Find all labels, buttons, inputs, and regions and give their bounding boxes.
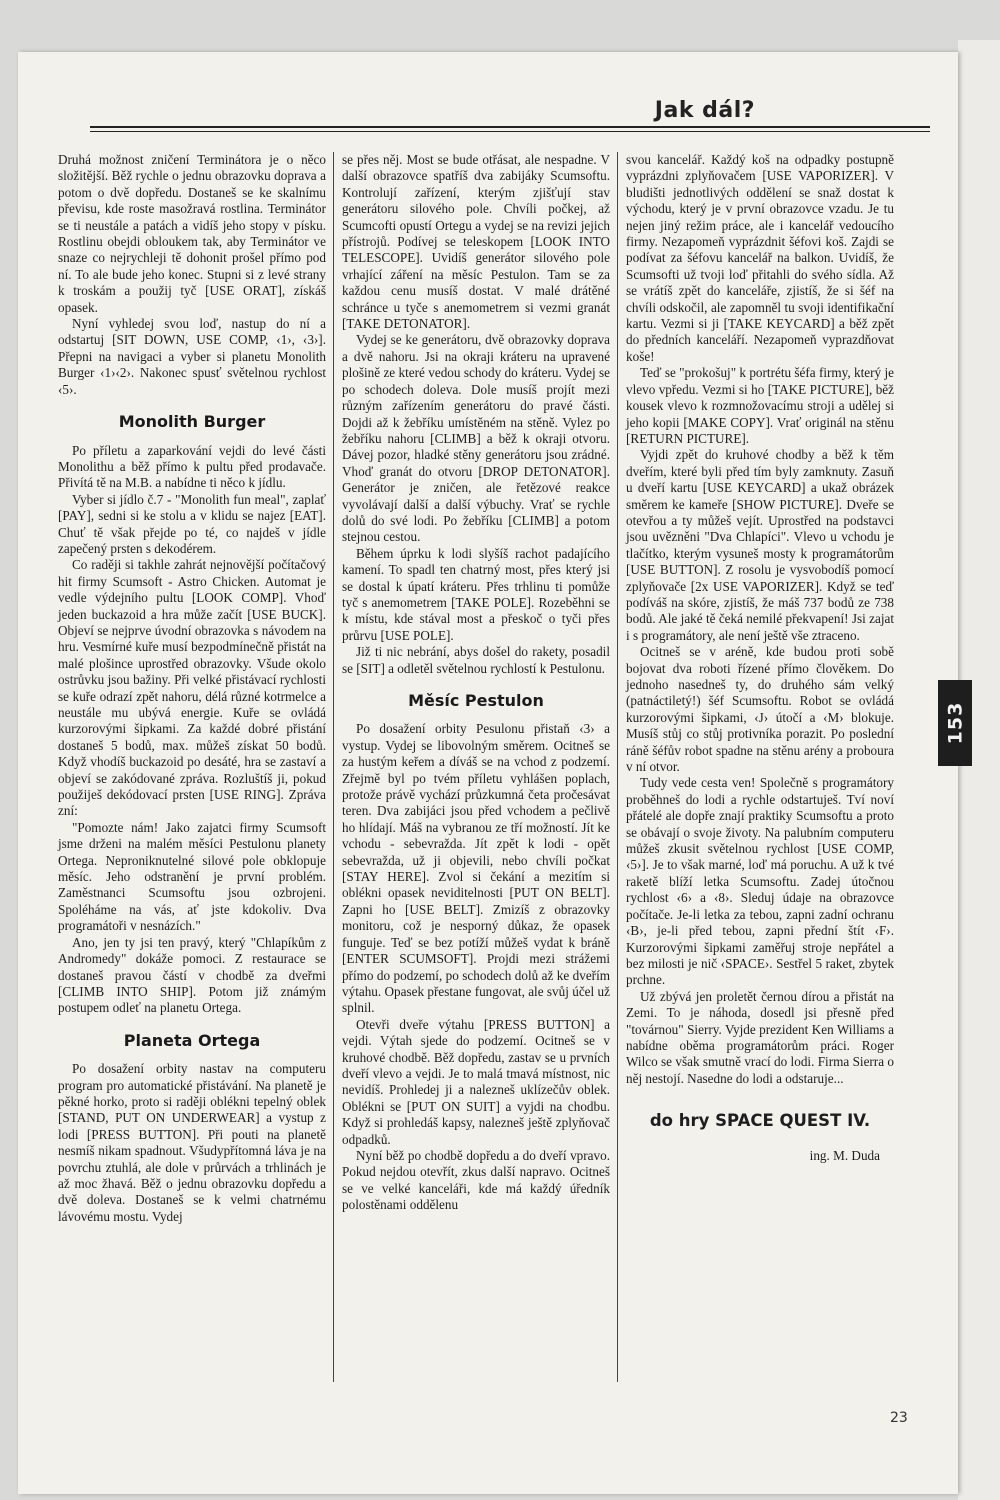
paragraph: Teď se "prokošuj" k portrétu šéfa firmy, který je vlevo vpředu. Vezmi si ho [TAKE PICTURE], běž kousek vlevo k rozmnožovacímu stroji a udělej si jeho kopii [MAKE COPY]. Vrať originál na stěnu [RETURN PICTURE].: [626, 365, 894, 446]
paragraph: Ocitneš se v aréně, kde budou proti sobě bojovat dva roboti řízené přímo člověkem. Do jednoho nasedneš ty, do druhého sám velký (patnáctiletý!) šéf Scumsoftu. Robot se ovládá kurzorovými šipkami, ‹J› útočí a ‹M› blokuje. Musíš stůj co stůj protivníka porazit. Po poslední ráně šéfův robot spadne na stěnu arény a proboura v ní otvor.: [626, 644, 894, 775]
paragraph: Po příletu a zaparkování vejdi do levé části Monolithu a běž přímo k pultu před prodavače. Přivítá tě na M.B. a nabídne ti něco k jídlu.: [58, 442, 326, 491]
paragraph: Nyní běž po chodbě dopředu a do dveří vpravo. Pokud nejdou otevřít, zkus další napravo. Ocitneš se ve velké kanceláři, kde má každý úředník polostěnami oddělenu: [342, 1147, 610, 1213]
section-heading-mesic-pestulon: Měsíc Pestulon: [408, 691, 544, 710]
paragraph: Během úprku k lodi slyšíš rachot padajícího kamení. To spadl ten chatrný most, přes který jsi se dostal k úpatí kráteru. Přes trhlinu ti pomůže tyč s anemometrem [TAKE POLE]. Rozeběhni se k místu, kde stával most a přeskoč o tyči přes průrvu [USE POLE].: [342, 545, 610, 643]
paragraph: "Pomozte nám! Jako zajatci firmy Scumsoft jsme drženi na malém měsíci Pestulonu planety Ortega. Neproniknutelné silové pole obklopuje měsíc. Jeho odstranění je první problém. Zaměstnanci Scumsoftu jsou ozbrojeni. Spoléháme na vás, ať jste kdokoliv. Dva programátoři v nesnázích.": [58, 819, 326, 934]
paragraph: Již ti nic nebrání, abys došel do rakety, posadil se [SIT] a odletěl světelnou rychlostí k Pestulonu.: [342, 644, 610, 676]
paragraph: Ano, jen ty jsi ten pravý, který "Chlapíkům z Andromedy" dokáže pomoci. Z restaurace se dostaneš pravou částí v chodbě za dveřmi [CLIMB INTO SHIP]. Potom již známým postupem odleť na planetu Ortega.: [58, 934, 326, 1016]
paragraph: Co raději si takhle zahrát nejnovější počítačový hit firmy Scumsoft - Astro Chicken. Automat je vedle výdejního pultu [LOOK COMP]. Vhoď jeden buckazoid a hra může začít [USE BUCK]. Objeví se nejprve úvodní obrazovka s návodem na hru. Vesmírné kuře musí bezpodmínečně přistát na malé plošince uprostřed obrazovky. Všude okolo ostrůvku jsou bažiny. Při velké přistávací rychlosti se kuře odrazí zpět nahoru, délá různé kotrmelce a neustále mu ubývá energie. Kuře se ovládá kurzorovými šipkami. Za každé dobré přistání dostaneš 5 bodů, max. můžeš získat 50 bodů. Když vhodíš buckazoid po desáté, hra se zastaví a objeví se zakódované zpráva. Rozluštíš ji, pokud použiješ dekódovací prsten [USE RING]. Zpráva zní:: [58, 557, 326, 819]
article-column-1: [58, 152, 326, 1225]
section-heading-monolith-burger: Monolith Burger: [118, 412, 266, 432]
paragraph: Vyber si jídlo č.7 - "Monolith fun meal", zaplať [PAY], sedni si ke stolu a v klidu se najez [EAT]. Chuť tě však přejde po té, co najdeš v jídle zapečený prsten s dekodérem.: [58, 491, 326, 556]
article-column-2: [342, 152, 610, 1214]
paragraph: Po dosažení orbity nastav na computeru program pro automatické přistávání. Na planetě je pěkné horko, proto si raději oblékni tepelný oblek [STAND, PUT ON UNDERWEAR] a vystup z lodi [PRESS BUTTON]. Při pouti na planetě nesmíš nikam spadnout. Všudypřítomná láva je na povrchu ztuhlá, ale dole v průrvách a trhlinách je až moc žhavá. Běž o jednu obrazovku dopředu a dvě doleva. Dostaneš se k velmi chatrnému lávovému mostu. Vydej: [58, 1061, 326, 1224]
paragraph: Po dosažení orbity Pesulonu přistaň ‹3› a vystup. Vydej se libovolným směrem. Ocitneš se za hustým keřem a díváš se na vchod z podzemí. Zřejmě byl po tvém příletu vyhlášen poplach, protože právě vychází průzkumná četa pročesávat teren. Dva zabijáci jsou před vchodem a pečlivě ho hlídají. Máš na vybranou ze tří možností. Jít ke vchodu - sebevražda. Jít zpět k lodi - opět sebevražda, už ji objevili, nebo chvíli počkat [STAY HERE]. Zvol si čekání a mezitím si oblékni opasek neviditelnosti [PUT ON BELT]. Zapni ho [USE BELT]. Zmizíš z obrazovky monitoru, což je nesporný důkaz, že opasek funguje. Teď se bez potíží můžeš vydat k bráně [ENTER SCUMSOFT]. Projdi mezi strážemi přímo do podzemí, po schodech dolů až ke dveřím výtahu. Opasek přestane fungovat, ale svůj účel už splnil.: [342, 721, 610, 1016]
page-number: 23: [890, 1410, 908, 1426]
closing-line: do hry SPACE QUEST IV.: [649, 1111, 871, 1131]
section-title: Jak dál?: [654, 98, 755, 123]
header-rule-thin: [90, 131, 930, 132]
article-column-3: [626, 152, 894, 1164]
paragraph: se přes něj. Most se bude otřásat, ale nespadne. V další obrazovce spatříš dva zabijáky Scumsoftu. Kontrolují zařízení, kterým zjišťují stav generátoru silového pole. Chvíli počkej, až Scumcofti opustí Ortegu a vydej se na revizi jejich přístrojů. Podívej se teleskopem [LOOK INTO TELESCOPE]. Uvidíš generátor silového pole vrhající záření na měsíc Pestulon. Tam se za každou cenu musíš dostat. V malé drátěné schránce u tyče s anemometrem si vezmi granát [TAKE DETONATOR].: [342, 152, 610, 332]
page-index-tab: [938, 680, 972, 766]
paragraph: svou kancelář. Každý koš na odpadky postupně vyprázdni zplyňovačem [USE VAPORIZER]. V bludišti jednotlivých oddělení se snaž dostat k východu, který je v první obrazovce vzadu. Je tu nejen jiný režim práce, ale i kancelář vedoucího firmy. Nezapomeň vyprázdnit šéfovi koš. Zajdi se podívat za šéfovu kancelář na balkon. Uvidíš, že Scumsofti už tvoji loď přitahli do svého sídla. Až se vrátíš zpět do kanceláře, zjistíš, že si šéf na chvíli odskočil, ale zapomněl tu svoji identifikační kartu. Vezmi si ji [TAKE KEYCARD] a běž zpět do předních kanceláří. Nezapomeň vyprazdňovat koše!: [626, 152, 894, 364]
paragraph: Vyjdi zpět do kruhové chodby a běž k těm dveřím, které byli před tím byly zamknuty. Zasuň u dveří kartu [USE KEYCARD] a ukaž obrázek směrem ke kameře [SHOW PICTURE]. Dveře se otevřou a ty můžeš vejít. Uprostřed na podstavci jsou uvězněni "Dva Chlapíci". Vlevo u vchodu je tlačítko, kterým vysuneš mosty k programátorům [USE BUTTON]. Z rosolu je vysvobodíš pomocí zplyňovače [2x USE VAPORIZER]. Když se teď podíváš na skóre, zjistíš, že máš 737 bodů ze 738 bodů. Ale jaké tě čeká nemilé překvapení! Jsi zajat i s programátory, ale není ještě vše ztraceno.: [626, 447, 894, 643]
author-signature: ing. M. Duda: [809, 1147, 880, 1163]
paragraph: Nyní vyhledej svou loď, nastup do ní a odstartuj [SIT DOWN, USE COMP, ‹1›, ‹3›]. Přepni na navigaci a vyber si planetu Monolith Burger ‹1›‹2›. Nakonec spusť světelnou rychlost ‹5›.: [58, 316, 326, 397]
adjacent-page-edge: [958, 40, 1000, 1500]
paragraph: Vydej se ke generátoru, dvě obrazovky doprava a dvě nahoru. Jsi na okraji kráteru na upravené plošině ze které vedou schody do kráteru. Vydej se po schodech doleva. Dole musíš projít mezi různým zařízením generátoru do pravé části. Dojdi až k žebříku umístěném na stěně. Vylez po žebříku nahoru [CLIMB] a běž k okraji otvoru. Dávej pozor, hladké stěny generátoru jsou zrádné. Vhoď granát do otvoru [DROP DETONATOR]. Generátor je zničen, ale řetězové reakce vyvolávají další a další výbuchy. Vrať se rychle dolů do své lodi. Po žebříku [CLIMB] a potom stejnou cestou.: [342, 332, 610, 545]
column-divider: [333, 152, 334, 1382]
header-rule: [90, 126, 930, 128]
page-index-number: 153: [944, 701, 967, 745]
paragraph: Tudy vede cesta ven! Společně s programátory proběhneš do lodi a rychle odstartuješ. Tví noví přátelé ale dopře znají praktiky Scumsoftu a proto se obávají o svoje životy. Na palubním computeru můžeš zkusit světelnou rychlost [USE COMP, ‹5›]. Je to však marné, loď má poruchu. A už k tvé raketě blíží letka Scumsoftu. Zadej útočnou rychlost ‹6› a ‹8›. Sleduj údaje na obrazovce počítače. Je-li letka za tebou, zapni zadní ochranu ‹B›, je-li před tebou, zapni přední štít ‹F›. Kurzorovými šipkami zaměřuj stroje nepřátel a bez milosti je nič ‹SPACE›. Sestřel 5 raket, zbytek prchne.: [626, 775, 894, 988]
page-header: [90, 98, 930, 128]
paragraph: Otevři dveře výtahu [PRESS BUTTON] a vejdi. Výtah sjede do podzemí. Ocitneš se v kruhové chodbě. Běž dopředu, zastav se u prvních dveří vlevo a vejdi. Je to malá tmavá místnost, nic nevidíš. Prohledej ji a nalezneš uklízečův oblek. Oblékni se [PUT ON SUIT] a vyjdi na chodbu. Když si prohledáš kapsy, nalezneš ještě zplyňovač odpadků.: [342, 1016, 610, 1147]
section-heading-planeta-ortega: Planeta Ortega: [123, 1030, 261, 1050]
paragraph: Už zbývá jen proletět černou dírou a přistát na Zemi. To je náhoda, dosedl jsi přesně před "továrnou" Sierry. Vyjde prezident Ken Williams a nabídne oběma programátorům práci. Roger Wilco se však smutně vrací do lodi. Firma Sierra o něj nestojí. Nasedne do lodi a odstaruje...: [626, 988, 894, 1086]
paragraph: Druhá možnost zničení Terminátora je o něco složitější. Běž rychle o jednu obrazovku doprava a potom o dvě dopředu. Dostaneš se ke skalnímu převisu, kde roste masožravá rostlina. Terminátor se ti neustále a patách a vidíš jeho stopy v písku. Rostlinu obejdi obloukem tak, aby Terminátor ve snaze co nejrychleji tě dohonit prošel přímo pod ní. To ale bude jeho konec. Stupni si z levé strany k troskám a použij tyč [USE ORAT], získáš opasek.: [58, 152, 326, 315]
column-divider: [617, 152, 618, 1382]
